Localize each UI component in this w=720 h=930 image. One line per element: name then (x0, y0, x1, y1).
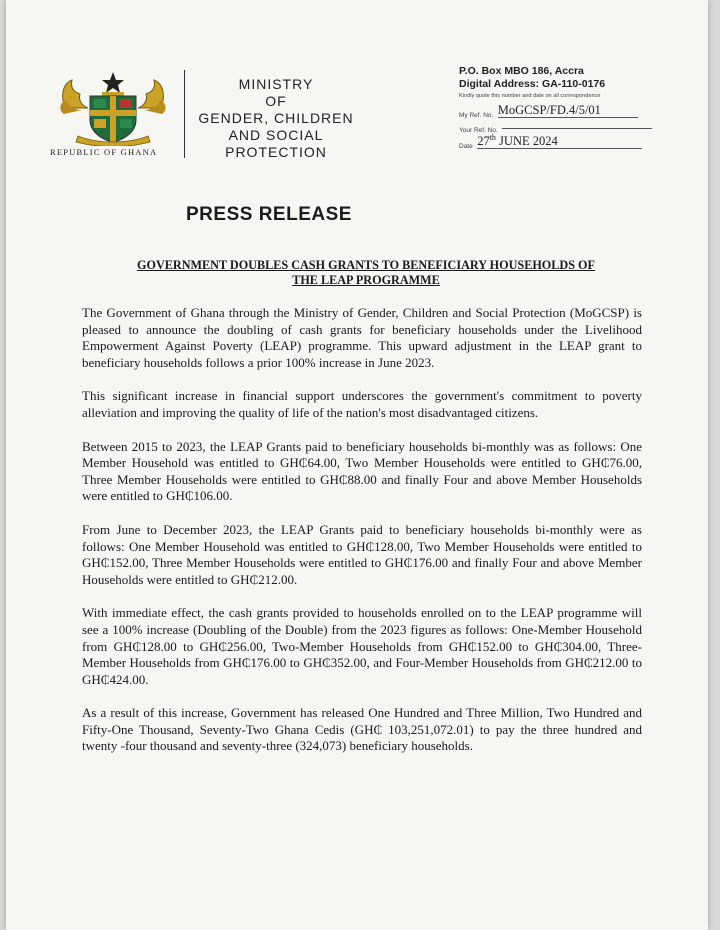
date-value (477, 131, 642, 149)
digital-address: Digital Address: GA-110-0176 (459, 78, 606, 90)
date-label: Date (459, 143, 473, 151)
date-suffix: th (489, 133, 496, 142)
date-rest: JUNE 2024 (495, 134, 558, 149)
date-row (459, 131, 669, 151)
headline-line: THE LEAP PROGRAMME (292, 273, 440, 287)
paragraph: This significant increase in financial support underscores the government's commitment to poverty alleviation and improving the quality of life of the nation's most disadvantaged citizens. (82, 388, 642, 420)
paragraph: From June to December 2023, the LEAP Grants paid to beneficiary households bi-monthly were as follows: One Member Household was entitled to GH₵128.00, Two Member Households were entitled to GH₵152.00, Three Member Households were entitled to GH₵176.00 and finally Four and above Member Households were entitled to GH₵212.00. (82, 521, 642, 587)
press-release-title: PRESS RELEASE (186, 204, 352, 225)
letterhead-divider (184, 70, 185, 158)
my-ref-label: My Ref. No. (459, 112, 494, 119)
paragraph: With immediate effect, the cash grants provided to households enrolled on to the LEAP programme will see a 100% increase (Doubling of the Double) from the 2023 figures as follows: One-Member Household from GH₵128.00 to GH₵256.00, Two-Member Households from GH₵152.00 to GH₵304.00, Three-Member Households from GH₵176.00 to GH₵352.00, and Four-Member Households from GH₵212.00 to GH₵424.00. (82, 605, 642, 687)
your-ref-label: Your Ref. No. (459, 127, 498, 134)
headline (66, 258, 666, 288)
correspondence-note: Kindly quote this number and date on all correspondence (459, 93, 601, 99)
paragraph: As a result of this increase, Government has released One Hundred and Three Million, Two Hundred and Fifty-One Thousand, Seventy-Two Ghana Cedis (GH₵ 103,251,072.01) to pay the three hundred and twenty -four thousand and seventy-three (324,073) beneficiary households. (82, 705, 642, 754)
date-day: 27 (477, 134, 490, 149)
paragraph: Between 2015 to 2023, the LEAP Grants paid to beneficiary households bi-monthly was as follows: One Member Household was entitled to GH₵64.00, Two Member Households were entitled to GH₵76.00, Three Member Households were entitled to GH₵88.00 and finally Four and above Member Households were entitled to GH₵106.00. (82, 438, 642, 504)
body-text (82, 305, 642, 772)
your-ref-value (502, 119, 652, 129)
ministry-line: MINISTRY (238, 76, 314, 92)
coat-of-arms-icon (58, 70, 168, 146)
ministry-line: GENDER, CHILDREN (198, 110, 354, 126)
my-ref-value: MoGCSP/FD.4/5/01 (498, 104, 638, 118)
paragraph: The Government of Ghana through the Ministry of Gender, Children and Social Protection (MoGCSP) is pleased to announce the doubling of cash grants for beneficiary households under the Livelihood Empowerment Against Poverty (LEAP) programme. This upward adjustment in the LEAP grant to beneficiary households follows a prior 100% increase in June 2023. (82, 305, 642, 370)
your-ref-row (459, 116, 669, 134)
ministry-line: OF (265, 93, 287, 109)
my-ref-row (459, 101, 669, 119)
ministry-line: PROTECTION (225, 144, 327, 160)
ministry-line: AND SOCIAL (228, 127, 324, 143)
address-block (459, 65, 669, 151)
headline-line: GOVERNMENT DOUBLES CASH GRANTS TO BENEFICIARY HOUSEHOLDS OF (137, 258, 595, 272)
ministry-name (191, 76, 361, 161)
document-page (6, 0, 708, 930)
republic-label: REPUBLIC OF GHANA (50, 147, 158, 157)
po-box: P.O. Box MBO 186, Accra (459, 65, 584, 77)
